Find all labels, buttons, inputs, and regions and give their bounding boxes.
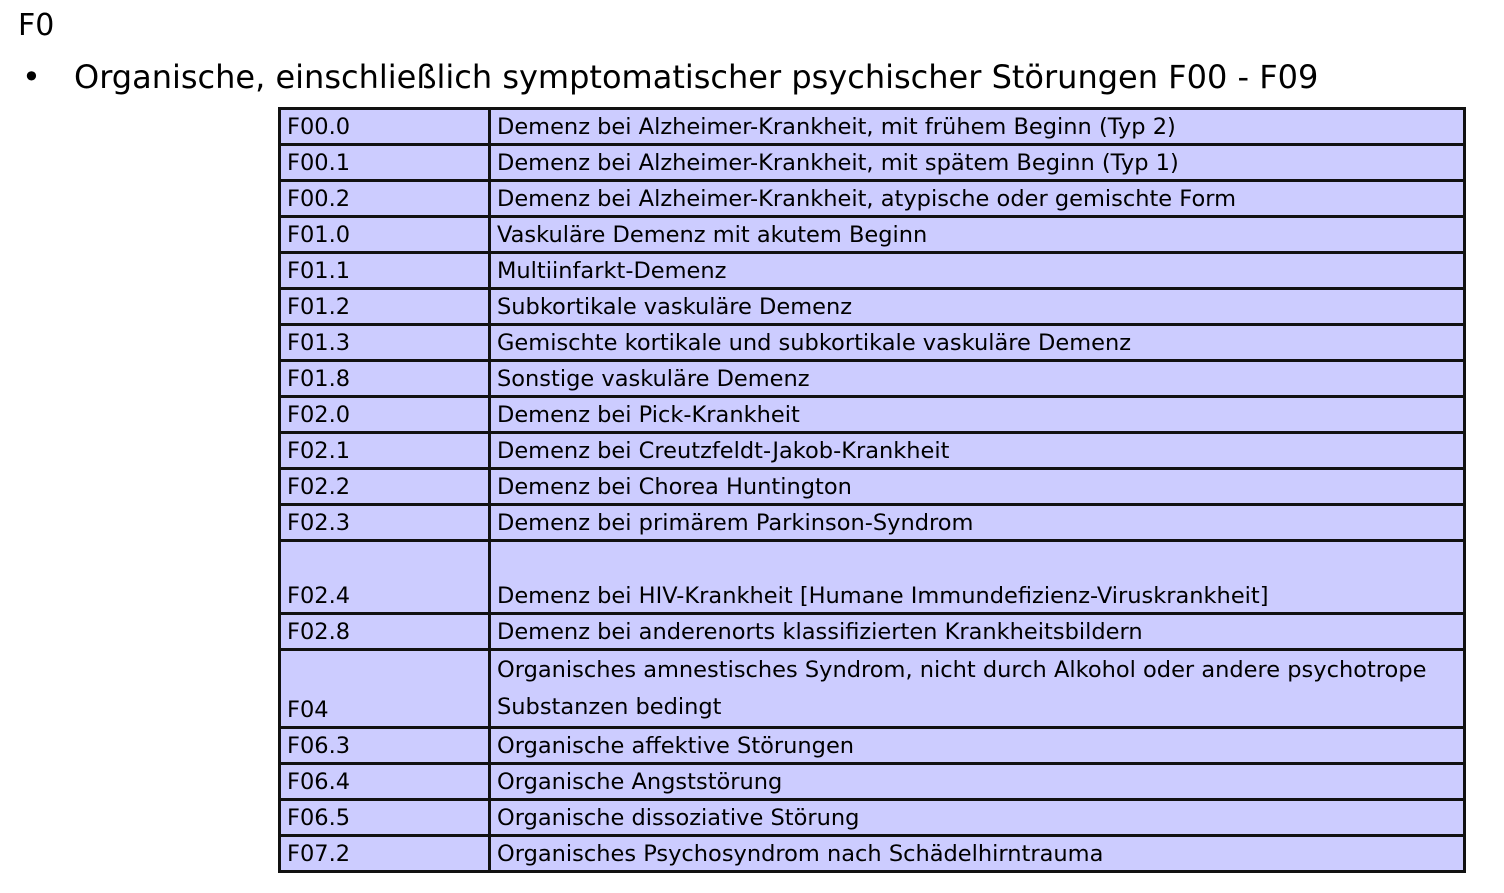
icd-code-cell: F02.4 bbox=[280, 541, 490, 614]
slide-heading: F0 bbox=[18, 8, 55, 43]
icd-description-cell: Demenz bei Alzheimer-Krankheit, mit frühem Beginn (Typ 2) bbox=[490, 109, 1465, 145]
table-row bbox=[280, 433, 1465, 469]
icd-code-cell: F01.3 bbox=[280, 325, 490, 361]
icd-description-cell: Demenz bei HIV-Krankheit [Humane Immundefizienz-Viruskrankheit] bbox=[490, 541, 1465, 614]
icd-code-cell: F06.5 bbox=[280, 800, 490, 836]
icd-code-cell: F06.4 bbox=[280, 764, 490, 800]
icd-description-cell: Demenz bei primärem Parkinson-Syndrom bbox=[490, 505, 1465, 541]
bullet-text: Organische, einschließlich symptomatischer psychischer Störungen F00 - F09 bbox=[74, 58, 1319, 96]
icd-code-cell: F01.8 bbox=[280, 361, 490, 397]
icd-code-cell: F04 bbox=[280, 650, 490, 728]
icd-description-cell: Demenz bei Alzheimer-Krankheit, mit spätem Beginn (Typ 1) bbox=[490, 145, 1465, 181]
icd-description-cell: Subkortikale vaskuläre Demenz bbox=[490, 289, 1465, 325]
table-row bbox=[280, 764, 1465, 800]
table-row bbox=[280, 145, 1465, 181]
icd-code-cell: F02.1 bbox=[280, 433, 490, 469]
icd-description-cell: Organische dissoziative Störung bbox=[490, 800, 1465, 836]
icd-description-cell: Demenz bei Chorea Huntington bbox=[490, 469, 1465, 505]
table-row bbox=[280, 325, 1465, 361]
icd-code-cell: F02.8 bbox=[280, 614, 490, 650]
icd-code-cell: F02.2 bbox=[280, 469, 490, 505]
table-row bbox=[280, 614, 1465, 650]
icd-description-cell: Demenz bei Alzheimer-Krankheit, atypische oder gemischte Form bbox=[490, 181, 1465, 217]
icd-description-cell: Organisches Psychosyndrom nach Schädelhirntrauma bbox=[490, 836, 1465, 872]
table-row bbox=[280, 650, 1465, 728]
table-row bbox=[280, 397, 1465, 433]
icd-description-cell: Demenz bei Pick-Krankheit bbox=[490, 397, 1465, 433]
table-row bbox=[280, 361, 1465, 397]
icd-code-cell: F01.2 bbox=[280, 289, 490, 325]
icd-code-table bbox=[278, 107, 1466, 873]
icd-code-cell: F00.1 bbox=[280, 145, 490, 181]
icd-description-cell: Organische affektive Störungen bbox=[490, 728, 1465, 764]
icd-code-cell: F02.0 bbox=[280, 397, 490, 433]
icd-description-cell: Demenz bei Creutzfeldt-Jakob-Krankheit bbox=[490, 433, 1465, 469]
icd-description-cell: Multiinfarkt-Demenz bbox=[490, 253, 1465, 289]
table-row bbox=[280, 469, 1465, 505]
icd-code-cell: F01.0 bbox=[280, 217, 490, 253]
table-row bbox=[280, 289, 1465, 325]
icd-description-cell: Vaskuläre Demenz mit akutem Beginn bbox=[490, 217, 1465, 253]
bullet-item bbox=[22, 57, 1318, 97]
icd-code-cell: F00.0 bbox=[280, 109, 490, 145]
table-row bbox=[280, 728, 1465, 764]
icd-code-cell: F07.2 bbox=[280, 836, 490, 872]
icd-description-cell: Organische Angststörung bbox=[490, 764, 1465, 800]
table-row bbox=[280, 109, 1465, 145]
table-row bbox=[280, 253, 1465, 289]
icd-code-cell: F06.3 bbox=[280, 728, 490, 764]
icd-code-cell: F00.2 bbox=[280, 181, 490, 217]
table-row bbox=[280, 836, 1465, 872]
icd-description-cell: Organisches amnestisches Syndrom, nicht durch Alkohol oder andere psychotrope Substanzen bedingt bbox=[490, 650, 1465, 728]
icd-code-cell: F01.1 bbox=[280, 253, 490, 289]
icd-description-cell: Gemischte kortikale und subkortikale vaskuläre Demenz bbox=[490, 325, 1465, 361]
table-row bbox=[280, 181, 1465, 217]
bullet-dot: • bbox=[22, 58, 41, 96]
icd-code-cell: F02.3 bbox=[280, 505, 490, 541]
table-row bbox=[280, 800, 1465, 836]
table-row bbox=[280, 541, 1465, 614]
table-row bbox=[280, 217, 1465, 253]
icd-description-cell: Sonstige vaskuläre Demenz bbox=[490, 361, 1465, 397]
table-row bbox=[280, 505, 1465, 541]
icd-description-cell: Demenz bei anderenorts klassifizierten Krankheitsbildern bbox=[490, 614, 1465, 650]
